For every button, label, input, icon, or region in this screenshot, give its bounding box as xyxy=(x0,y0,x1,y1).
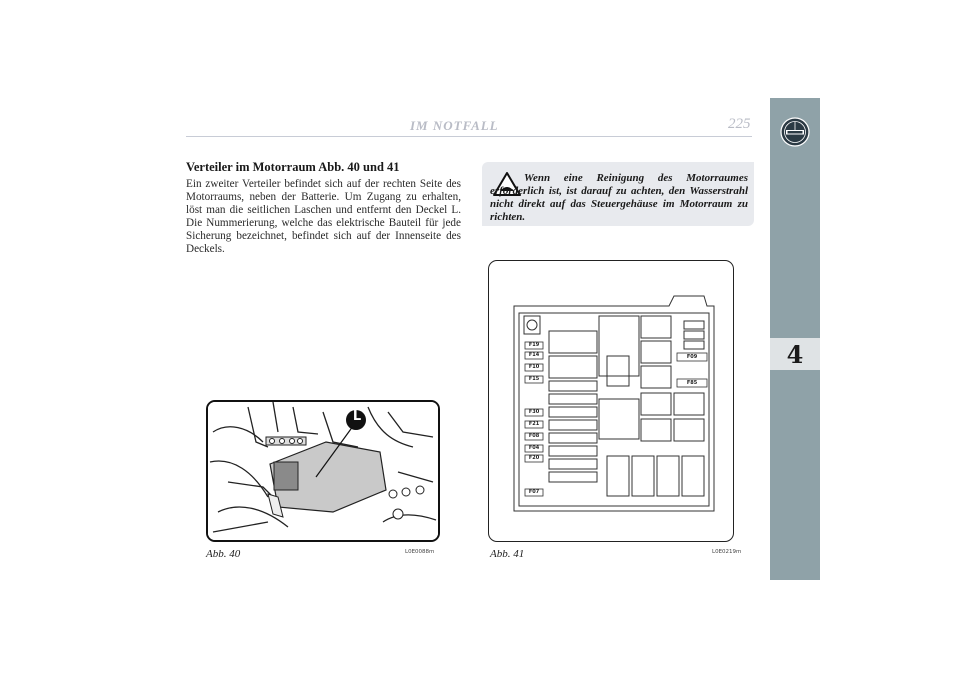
engine-bay-illustration xyxy=(208,402,438,540)
figure-40-code: L0E0088m xyxy=(405,549,435,555)
figure-41-caption: Abb. 41 xyxy=(490,548,525,560)
header-rule xyxy=(186,136,752,137)
fuse-label-f85: F85 xyxy=(686,380,698,386)
callout-label-l: L xyxy=(352,409,362,424)
fuse-box-figure xyxy=(488,260,734,542)
fuse-label-f09: F09 xyxy=(686,354,698,360)
chapter-number: 4 xyxy=(786,340,804,369)
warning-text: Wenn eine Reinigung des Motorraumes erforderlich ist, ist darauf zu achten, den Wasserstrahl nicht direkt auf das Steuergehäuse im Motorraum zu richten. xyxy=(490,172,748,223)
section-body-text: Ein zweiter Verteiler befindet sich auf der rechten Seite des Motorraums, neben der Batterie. Um Zugang zu erhalten, löst man die seitlichen Laschen und entfernt den Deckel L. Die Nummerierung, welche das elektrische Bauteil für jede Sicherung bezeichnet, befindet sich auf der Innenseite des Deckels. xyxy=(186,178,461,255)
fuse-label-f19: F19 xyxy=(528,342,540,348)
fuse-label-f30: F30 xyxy=(528,409,540,415)
fuse-label-f04: F04 xyxy=(528,445,540,451)
lancia-logo-icon xyxy=(780,117,810,147)
fuse-label-f21: F21 xyxy=(528,421,540,427)
page-number: 225 xyxy=(728,116,751,132)
engine-bay-figure xyxy=(206,400,440,542)
fuse-label-f20: F20 xyxy=(528,455,540,461)
fuse-label-f14: F14 xyxy=(528,352,540,358)
running-header-title: IM NOTFALL xyxy=(410,118,499,133)
fuse-label-f07: F07 xyxy=(528,489,540,495)
fuse-label-f10: F10 xyxy=(528,364,540,370)
fuse-label-f08: F08 xyxy=(528,433,540,439)
section-heading: Verteiler im Motorraum Abb. 40 und 41 xyxy=(186,160,400,174)
fuse-label-f15: F15 xyxy=(528,376,540,382)
fuse-box-diagram xyxy=(489,261,732,540)
figure-40-caption: Abb. 40 xyxy=(206,548,241,560)
figure-41-code: L0E0219m xyxy=(712,549,742,555)
